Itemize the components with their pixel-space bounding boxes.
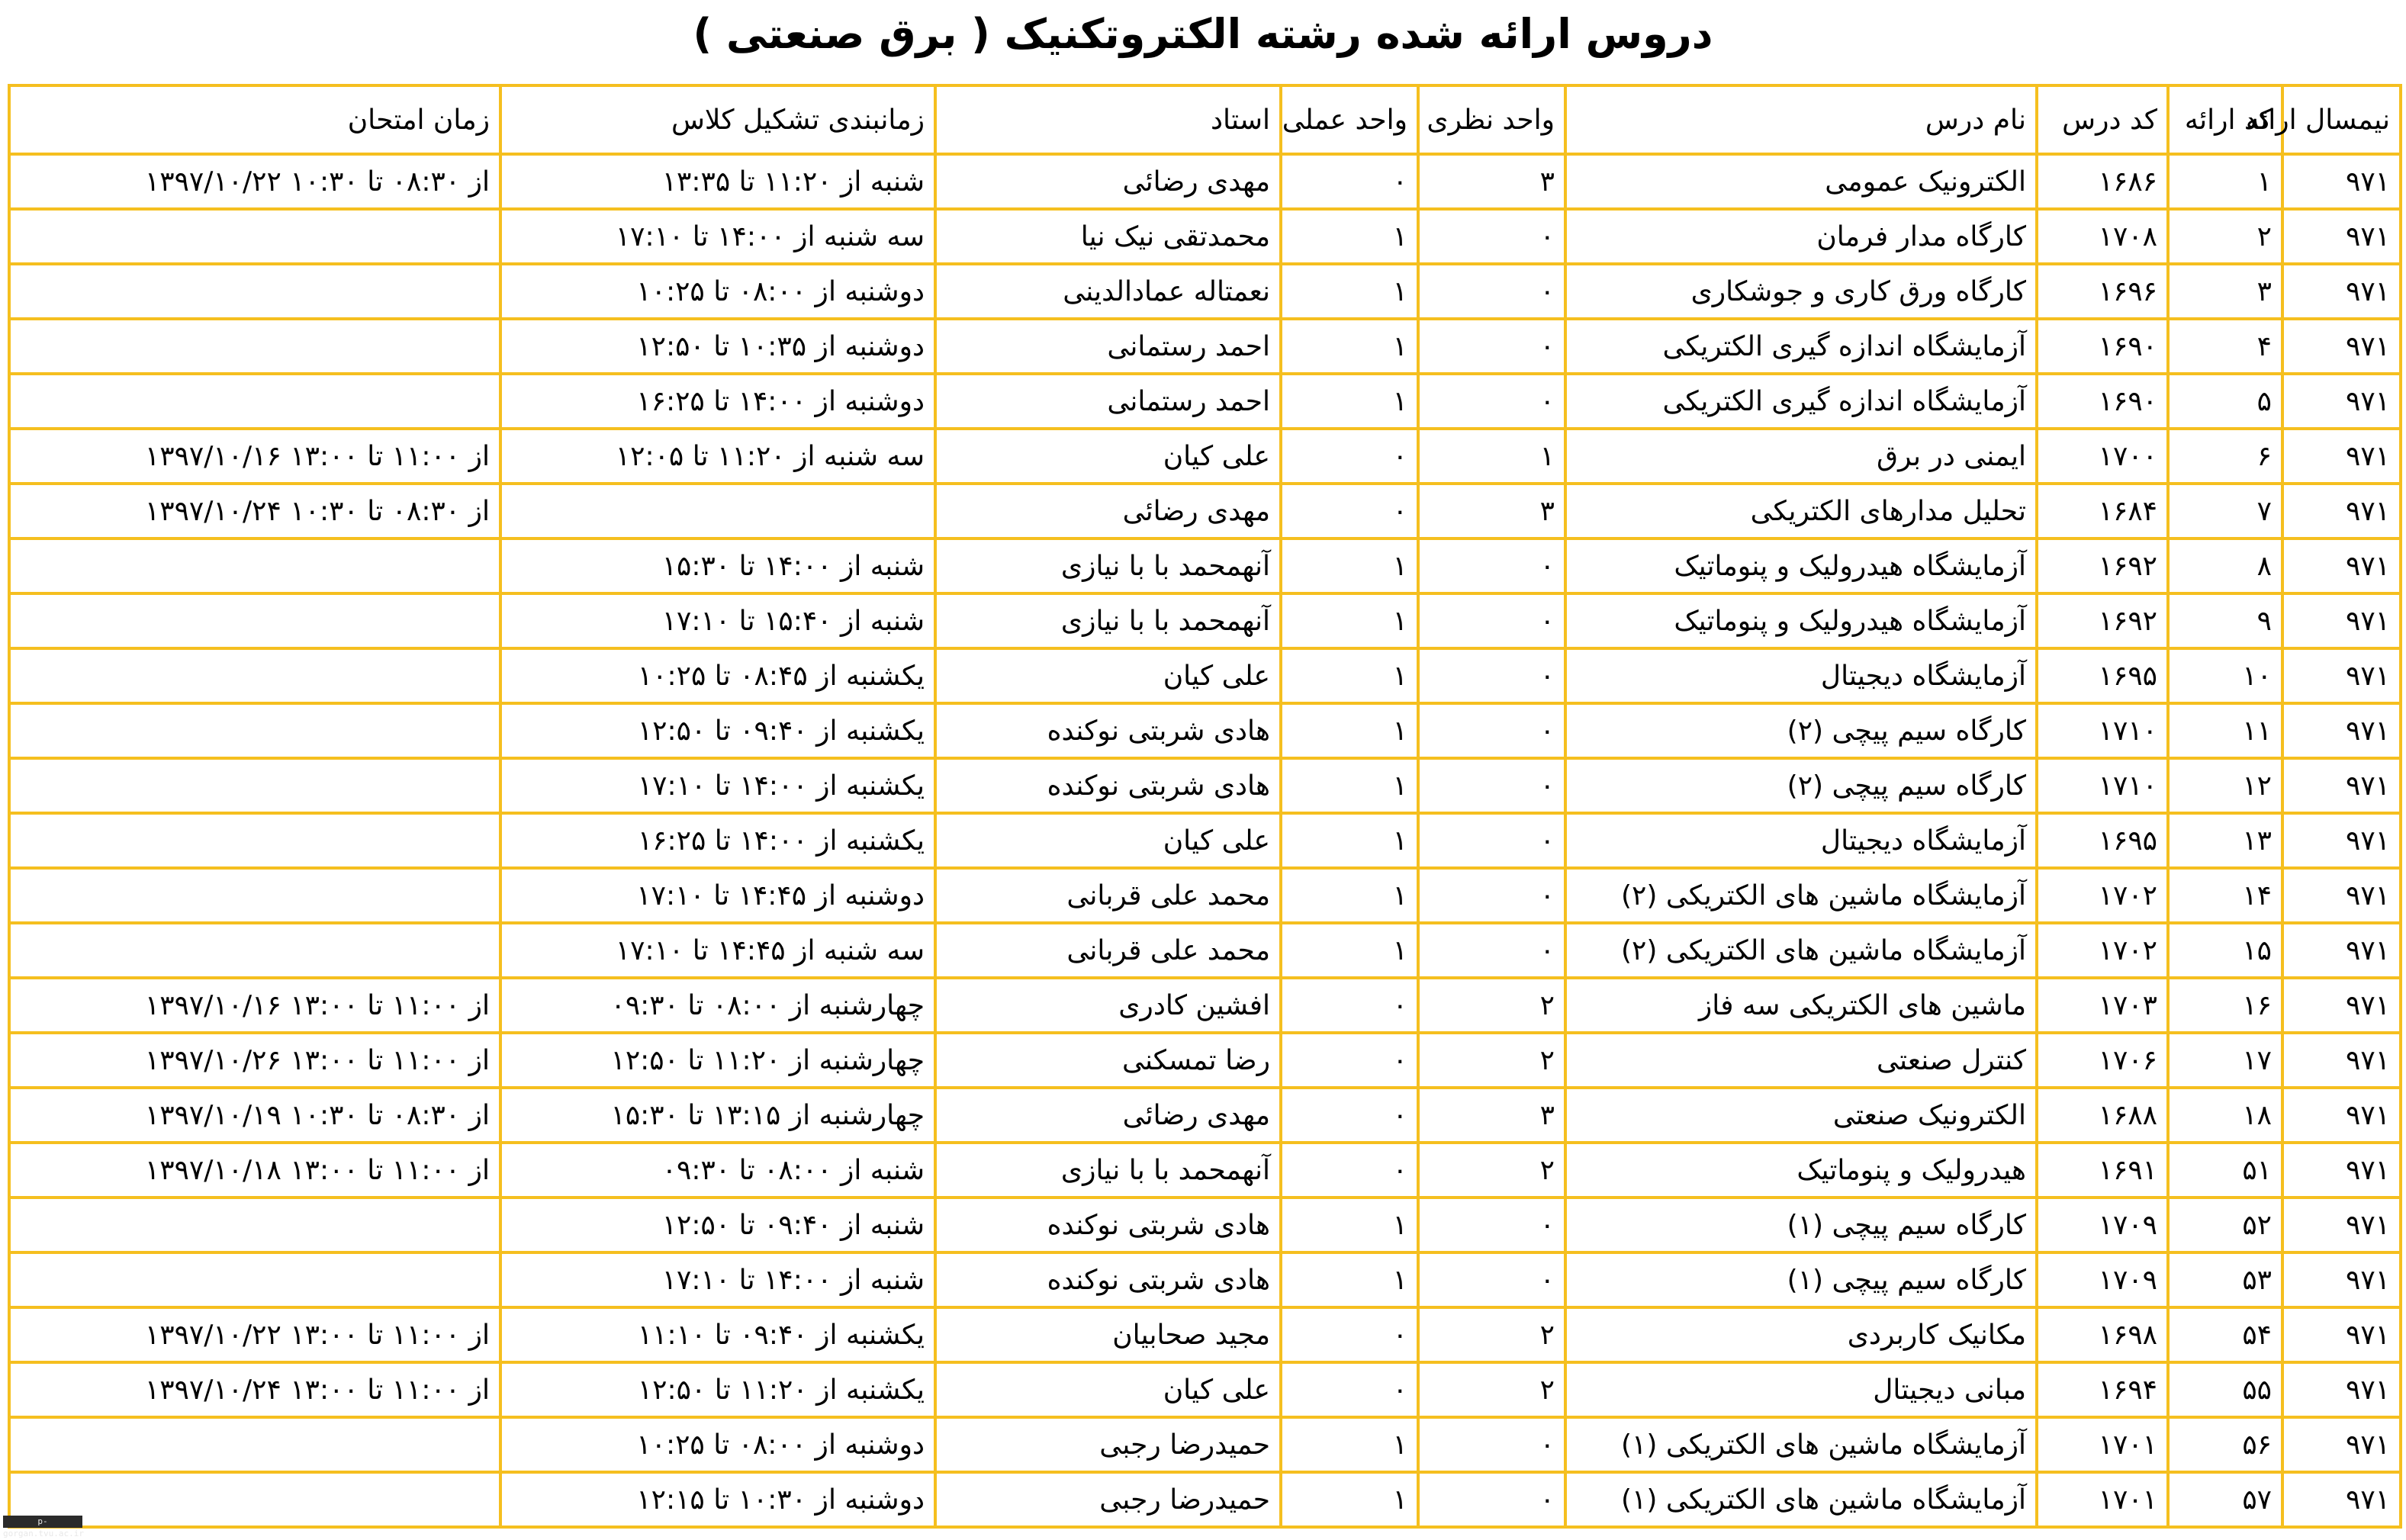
- cell-course-code: ۱۶۹۰: [2037, 319, 2168, 374]
- cell-course-code: ۱۷۰۲: [2037, 868, 2168, 923]
- cell-class-schedule: [500, 484, 935, 539]
- cell-instructor: محمد علی قربانی: [935, 923, 1281, 978]
- cell-theory-units: ۲: [1418, 1362, 1565, 1417]
- cell-class-schedule: چهارشنبه از ۱۱:۲۰ تا ۱۲:۵۰: [500, 1033, 935, 1088]
- cell-course-name: الکترونیک صنعتی: [1565, 1088, 2037, 1143]
- cell-course-name: کارگاه سیم پیچی (۲): [1565, 758, 2037, 813]
- header-instructor: استاد: [935, 85, 1281, 154]
- cell-course-code: ۱۶۸۶: [2037, 154, 2168, 209]
- cell-practical-units: ۱: [1281, 1252, 1418, 1307]
- cell-instructor: محمدتقی نیک نیا: [935, 209, 1281, 264]
- course-table: [8, 84, 2402, 1529]
- cell-theory-units: ۰: [1418, 593, 1565, 648]
- cell-class-schedule: دوشنبه از ۰۸:۰۰ تا ۱۰:۲۵: [500, 1417, 935, 1472]
- cell-course-name: تحلیل مدارهای الکتریکی: [1565, 484, 2037, 539]
- cell-practical-units: ۰: [1281, 1033, 1418, 1088]
- cell-class-schedule: دوشنبه از ۱۴:۴۵ تا ۱۷:۱۰: [500, 868, 935, 923]
- cell-exam-time: [9, 593, 500, 648]
- cell-practical-units: ۱: [1281, 1417, 1418, 1472]
- cell-course-code: ۱۷۰۰: [2037, 429, 2168, 484]
- cell-exam-time: [9, 319, 500, 374]
- cell-class-schedule: چهارشنبه از ۱۳:۱۵ تا ۱۵:۳۰: [500, 1088, 935, 1143]
- header-row: [9, 85, 2401, 154]
- cell-instructor: احمد رستمانی: [935, 319, 1281, 374]
- cell-instructor: حمیدرضا رجبی: [935, 1417, 1281, 1472]
- cell-theory-units: ۲: [1418, 978, 1565, 1033]
- cell-course-code: ۱۶۹۵: [2037, 648, 2168, 703]
- cell-course-name: آزمایشگاه اندازه گیری الکتریکی: [1565, 319, 2037, 374]
- header-class-schedule: زمانبندی تشکیل کلاس: [500, 85, 935, 154]
- cell-course-code: ۱۷۱۰: [2037, 758, 2168, 813]
- cell-practical-units: ۱: [1281, 758, 1418, 813]
- cell-instructor: مهدی رضائی: [935, 1088, 1281, 1143]
- cell-theory-units: ۰: [1418, 923, 1565, 978]
- table-body: [9, 154, 2401, 1527]
- cell-semester: ۹۷۱: [2282, 1252, 2401, 1307]
- cell-theory-units: ۲: [1418, 1143, 1565, 1198]
- footer-logo: p-gorgan.tvu.ac.ir: [3, 1516, 84, 1538]
- cell-course-name: کنترل صنعتی: [1565, 1033, 2037, 1088]
- table-row: [9, 648, 2401, 703]
- cell-theory-units: ۰: [1418, 374, 1565, 429]
- table-row: [9, 1088, 2401, 1143]
- cell-course-code: ۱۷۱۰: [2037, 703, 2168, 758]
- cell-semester: ۹۷۱: [2282, 539, 2401, 593]
- cell-instructor: افشین کادری: [935, 978, 1281, 1033]
- cell-course-code: ۱۶۸۴: [2037, 484, 2168, 539]
- cell-course-name: آزمایشگاه ماشین های الکتریکی (۱): [1565, 1472, 2037, 1527]
- cell-semester: ۹۷۱: [2282, 1143, 2401, 1198]
- table-row: [9, 1198, 2401, 1252]
- cell-course-code: ۱۶۹۴: [2037, 1362, 2168, 1417]
- table-row: [9, 813, 2401, 868]
- cell-semester: ۹۷۱: [2282, 813, 2401, 868]
- cell-course-name: آزمایشگاه دیجیتال: [1565, 648, 2037, 703]
- cell-theory-units: ۱: [1418, 429, 1565, 484]
- cell-instructor: هادی شربتی نوکنده: [935, 1198, 1281, 1252]
- table-row: [9, 264, 2401, 319]
- cell-practical-units: ۱: [1281, 648, 1418, 703]
- cell-exam-time: از ۱۱:۰۰ تا ۱۳:۰۰ ۱۳۹۷/۱۰/۲۲: [9, 1307, 500, 1362]
- cell-course-code: ۱۷۰۳: [2037, 978, 2168, 1033]
- cell-course-name: کارگاه سیم پیچی (۲): [1565, 703, 2037, 758]
- cell-offer-code: ۱۱: [2168, 703, 2282, 758]
- cell-instructor: هادی شربتی نوکنده: [935, 703, 1281, 758]
- cell-course-code: ۱۷۰۹: [2037, 1252, 2168, 1307]
- cell-practical-units: ۰: [1281, 429, 1418, 484]
- cell-exam-time: [9, 374, 500, 429]
- cell-exam-time: [9, 868, 500, 923]
- cell-class-schedule: یکشنبه از ۱۴:۰۰ تا ۱۷:۱۰: [500, 758, 935, 813]
- cell-exam-time: [9, 648, 500, 703]
- table-row: [9, 209, 2401, 264]
- table-row: [9, 593, 2401, 648]
- cell-course-name: کارگاه سیم پیچی (۱): [1565, 1198, 2037, 1252]
- cell-offer-code: ۷: [2168, 484, 2282, 539]
- cell-class-schedule: سه شنبه از ۱۱:۲۰ تا ۱۲:۰۵: [500, 429, 935, 484]
- cell-theory-units: ۰: [1418, 813, 1565, 868]
- table-row: [9, 319, 2401, 374]
- cell-semester: ۹۷۱: [2282, 978, 2401, 1033]
- cell-class-schedule: شنبه از ۰۸:۰۰ تا ۰۹:۳۰: [500, 1143, 935, 1198]
- cell-theory-units: ۰: [1418, 1472, 1565, 1527]
- cell-course-code: ۱۶۸۸: [2037, 1088, 2168, 1143]
- cell-offer-code: ۵۱: [2168, 1143, 2282, 1198]
- cell-class-schedule: شنبه از ۱۵:۴۰ تا ۱۷:۱۰: [500, 593, 935, 648]
- cell-theory-units: ۰: [1418, 868, 1565, 923]
- table-row: [9, 429, 2401, 484]
- cell-offer-code: ۵۲: [2168, 1198, 2282, 1252]
- cell-instructor: مجید صحابیان: [935, 1307, 1281, 1362]
- cell-course-name: آزمایشگاه هیدرولیک و پنوماتیک: [1565, 539, 2037, 593]
- cell-course-code: ۱۶۹۲: [2037, 593, 2168, 648]
- cell-offer-code: ۵۴: [2168, 1307, 2282, 1362]
- cell-course-code: ۱۷۰۸: [2037, 209, 2168, 264]
- cell-course-code: ۱۶۹۵: [2037, 813, 2168, 868]
- cell-course-name: هیدرولیک و پنوماتیک: [1565, 1143, 2037, 1198]
- cell-exam-time: [9, 1198, 500, 1252]
- cell-offer-code: ۵۳: [2168, 1252, 2282, 1307]
- cell-offer-code: ۱۶: [2168, 978, 2282, 1033]
- cell-theory-units: ۰: [1418, 1417, 1565, 1472]
- cell-course-name: آزمایشگاه ماشین های الکتریکی (۲): [1565, 868, 2037, 923]
- cell-theory-units: ۰: [1418, 539, 1565, 593]
- cell-theory-units: ۲: [1418, 1307, 1565, 1362]
- cell-class-schedule: دوشنبه از ۰۸:۰۰ تا ۱۰:۲۵: [500, 264, 935, 319]
- cell-practical-units: ۱: [1281, 868, 1418, 923]
- cell-practical-units: ۱: [1281, 813, 1418, 868]
- cell-course-code: ۱۷۰۱: [2037, 1417, 2168, 1472]
- cell-instructor: علی کیان: [935, 813, 1281, 868]
- cell-offer-code: ۵۷: [2168, 1472, 2282, 1527]
- cell-instructor: علی کیان: [935, 1362, 1281, 1417]
- header-theory-units: واحد نظری: [1418, 85, 1565, 154]
- cell-practical-units: ۰: [1281, 484, 1418, 539]
- cell-semester: ۹۷۱: [2282, 1033, 2401, 1088]
- cell-semester: ۹۷۱: [2282, 758, 2401, 813]
- cell-exam-time: از ۰۸:۳۰ تا ۱۰:۳۰ ۱۳۹۷/۱۰/۲۴: [9, 484, 500, 539]
- cell-offer-code: ۱۷: [2168, 1033, 2282, 1088]
- table-row: [9, 1033, 2401, 1088]
- cell-theory-units: ۰: [1418, 703, 1565, 758]
- header-semester: نیمسال ارائه: [2282, 85, 2401, 154]
- cell-instructor: نعمتاله عمادالدینی: [935, 264, 1281, 319]
- cell-instructor: مهدی رضائی: [935, 154, 1281, 209]
- table-row: [9, 484, 2401, 539]
- cell-semester: ۹۷۱: [2282, 868, 2401, 923]
- cell-theory-units: ۰: [1418, 264, 1565, 319]
- cell-instructor: علی کیان: [935, 648, 1281, 703]
- cell-offer-code: ۵: [2168, 374, 2282, 429]
- cell-exam-time: از ۱۱:۰۰ تا ۱۳:۰۰ ۱۳۹۷/۱۰/۱۶: [9, 978, 500, 1033]
- cell-course-name: آزمایشگاه هیدرولیک و پنوماتیک: [1565, 593, 2037, 648]
- cell-offer-code: ۱۲: [2168, 758, 2282, 813]
- cell-theory-units: ۲: [1418, 1033, 1565, 1088]
- cell-instructor: آنهمحمد با با نیازی: [935, 539, 1281, 593]
- cell-practical-units: ۰: [1281, 1362, 1418, 1417]
- cell-instructor: علی کیان: [935, 429, 1281, 484]
- cell-practical-units: ۰: [1281, 1088, 1418, 1143]
- cell-class-schedule: یکشنبه از ۱۱:۲۰ تا ۱۲:۵۰: [500, 1362, 935, 1417]
- cell-course-code: ۱۶۹۶: [2037, 264, 2168, 319]
- cell-practical-units: ۱: [1281, 209, 1418, 264]
- cell-instructor: آنهمحمد با با نیازی: [935, 1143, 1281, 1198]
- cell-class-schedule: دوشنبه از ۱۴:۰۰ تا ۱۶:۲۵: [500, 374, 935, 429]
- header-exam-time: زمان امتحان: [9, 85, 500, 154]
- cell-semester: ۹۷۱: [2282, 1417, 2401, 1472]
- header-practical-units: واحد عملی: [1281, 85, 1418, 154]
- header-course-name: نام درس: [1565, 85, 2037, 154]
- cell-exam-time: [9, 813, 500, 868]
- table-row: [9, 374, 2401, 429]
- cell-exam-time: از ۱۱:۰۰ تا ۱۳:۰۰ ۱۳۹۷/۱۰/۲۴: [9, 1362, 500, 1417]
- cell-practical-units: ۱: [1281, 374, 1418, 429]
- header-course-code: کد درس: [2037, 85, 2168, 154]
- cell-class-schedule: دوشنبه از ۱۰:۳۵ تا ۱۲:۵۰: [500, 319, 935, 374]
- cell-practical-units: ۱: [1281, 319, 1418, 374]
- cell-class-schedule: سه شنبه از ۱۴:۰۰ تا ۱۷:۱۰: [500, 209, 935, 264]
- cell-exam-time: از ۱۱:۰۰ تا ۱۳:۰۰ ۱۳۹۷/۱۰/۲۶: [9, 1033, 500, 1088]
- cell-semester: ۹۷۱: [2282, 648, 2401, 703]
- cell-exam-time: [9, 539, 500, 593]
- cell-offer-code: ۸: [2168, 539, 2282, 593]
- table-row: [9, 758, 2401, 813]
- cell-offer-code: ۳: [2168, 264, 2282, 319]
- cell-course-code: ۱۷۰۶: [2037, 1033, 2168, 1088]
- cell-exam-time: از ۰۸:۳۰ تا ۱۰:۳۰ ۱۳۹۷/۱۰/۲۲: [9, 154, 500, 209]
- table-row: [9, 868, 2401, 923]
- cell-course-code: ۱۶۹۸: [2037, 1307, 2168, 1362]
- cell-exam-time: [9, 209, 500, 264]
- cell-theory-units: ۰: [1418, 1198, 1565, 1252]
- table-row: [9, 1417, 2401, 1472]
- cell-semester: ۹۷۱: [2282, 1472, 2401, 1527]
- cell-instructor: رضا تمسکنی: [935, 1033, 1281, 1088]
- cell-course-name: الکترونیک عمومی: [1565, 154, 2037, 209]
- cell-class-schedule: دوشنبه از ۱۰:۳۰ تا ۱۲:۱۵: [500, 1472, 935, 1527]
- cell-practical-units: ۱: [1281, 593, 1418, 648]
- cell-class-schedule: یکشنبه از ۱۴:۰۰ تا ۱۶:۲۵: [500, 813, 935, 868]
- cell-theory-units: ۰: [1418, 648, 1565, 703]
- cell-semester: ۹۷۱: [2282, 1088, 2401, 1143]
- cell-class-schedule: شنبه از ۱۴:۰۰ تا ۱۷:۱۰: [500, 1252, 935, 1307]
- table-row: [9, 1143, 2401, 1198]
- cell-offer-code: ۵۵: [2168, 1362, 2282, 1417]
- cell-practical-units: ۰: [1281, 1307, 1418, 1362]
- cell-course-code: ۱۶۹۱: [2037, 1143, 2168, 1198]
- cell-exam-time: [9, 1252, 500, 1307]
- cell-practical-units: ۱: [1281, 703, 1418, 758]
- cell-class-schedule: چهارشنبه از ۰۸:۰۰ تا ۰۹:۳۰: [500, 978, 935, 1033]
- cell-exam-time: از ۰۸:۳۰ تا ۱۰:۳۰ ۱۳۹۷/۱۰/۱۹: [9, 1088, 500, 1143]
- cell-offer-code: ۴: [2168, 319, 2282, 374]
- cell-offer-code: ۵۶: [2168, 1417, 2282, 1472]
- cell-practical-units: ۱: [1281, 923, 1418, 978]
- cell-course-code: ۱۷۰۱: [2037, 1472, 2168, 1527]
- cell-theory-units: ۰: [1418, 209, 1565, 264]
- cell-class-schedule: شنبه از ۰۹:۴۰ تا ۱۲:۵۰: [500, 1198, 935, 1252]
- cell-course-name: آزمایشگاه ماشین های الکتریکی (۲): [1565, 923, 2037, 978]
- cell-course-name: مبانی دیجیتال: [1565, 1362, 2037, 1417]
- cell-course-name: کارگاه ورق کاری و جوشکاری: [1565, 264, 2037, 319]
- cell-course-code: ۱۷۰۹: [2037, 1198, 2168, 1252]
- cell-class-schedule: یکشنبه از ۰۹:۴۰ تا ۱۲:۵۰: [500, 703, 935, 758]
- cell-course-code: ۱۶۹۰: [2037, 374, 2168, 429]
- cell-instructor: حمیدرضا رجبی: [935, 1472, 1281, 1527]
- cell-semester: ۹۷۱: [2282, 429, 2401, 484]
- cell-theory-units: ۳: [1418, 484, 1565, 539]
- cell-semester: ۹۷۱: [2282, 264, 2401, 319]
- cell-semester: ۹۷۱: [2282, 484, 2401, 539]
- cell-practical-units: ۰: [1281, 1143, 1418, 1198]
- cell-theory-units: ۰: [1418, 758, 1565, 813]
- cell-course-name: کارگاه سیم پیچی (۱): [1565, 1252, 2037, 1307]
- cell-instructor: هادی شربتی نوکنده: [935, 1252, 1281, 1307]
- cell-offer-code: ۶: [2168, 429, 2282, 484]
- cell-offer-code: ۱۸: [2168, 1088, 2282, 1143]
- cell-course-code: ۱۷۰۲: [2037, 923, 2168, 978]
- header-offer-code: کد ارائه: [2168, 85, 2282, 154]
- cell-practical-units: ۰: [1281, 154, 1418, 209]
- cell-instructor: مهدی رضائی: [935, 484, 1281, 539]
- cell-instructor: هادی شربتی نوکنده: [935, 758, 1281, 813]
- cell-course-name: مکانیک کاربردی: [1565, 1307, 2037, 1362]
- cell-semester: ۹۷۱: [2282, 923, 2401, 978]
- cell-practical-units: ۱: [1281, 264, 1418, 319]
- cell-practical-units: ۱: [1281, 1472, 1418, 1527]
- cell-theory-units: ۰: [1418, 319, 1565, 374]
- cell-exam-time: [9, 1417, 500, 1472]
- cell-semester: ۹۷۱: [2282, 1307, 2401, 1362]
- cell-exam-time: [9, 758, 500, 813]
- cell-semester: ۹۷۱: [2282, 319, 2401, 374]
- cell-course-name: ایمنی در برق: [1565, 429, 2037, 484]
- cell-theory-units: ۰: [1418, 1252, 1565, 1307]
- table-row: [9, 703, 2401, 758]
- table-row: [9, 923, 2401, 978]
- table-row: [9, 978, 2401, 1033]
- cell-offer-code: ۹: [2168, 593, 2282, 648]
- cell-course-name: آزمایشگاه دیجیتال: [1565, 813, 2037, 868]
- table-row: [9, 1252, 2401, 1307]
- cell-exam-time: از ۱۱:۰۰ تا ۱۳:۰۰ ۱۳۹۷/۱۰/۱۸: [9, 1143, 500, 1198]
- cell-practical-units: ۱: [1281, 1198, 1418, 1252]
- cell-class-schedule: یکشنبه از ۰۸:۴۵ تا ۱۰:۲۵: [500, 648, 935, 703]
- cell-instructor: محمد علی قربانی: [935, 868, 1281, 923]
- page-title: دروس ارائه شده رشته الکتروتکنیک ( برق صنعتی ): [693, 10, 1713, 58]
- cell-practical-units: ۰: [1281, 978, 1418, 1033]
- cell-offer-code: ۱۰: [2168, 648, 2282, 703]
- cell-course-name: آزمایشگاه ماشین های الکتریکی (۱): [1565, 1417, 2037, 1472]
- cell-course-name: آزمایشگاه اندازه گیری الکتریکی: [1565, 374, 2037, 429]
- cell-course-name: کارگاه مدار فرمان: [1565, 209, 2037, 264]
- cell-exam-time: از ۱۱:۰۰ تا ۱۳:۰۰ ۱۳۹۷/۱۰/۱۶: [9, 429, 500, 484]
- cell-instructor: احمد رستمانی: [935, 374, 1281, 429]
- cell-class-schedule: یکشنبه از ۰۹:۴۰ تا ۱۱:۱۰: [500, 1307, 935, 1362]
- cell-offer-code: ۱: [2168, 154, 2282, 209]
- cell-semester: ۹۷۱: [2282, 703, 2401, 758]
- cell-class-schedule: شنبه از ۱۱:۲۰ تا ۱۳:۳۵: [500, 154, 935, 209]
- cell-semester: ۹۷۱: [2282, 1362, 2401, 1417]
- table-row: [9, 154, 2401, 209]
- cell-semester: ۹۷۱: [2282, 209, 2401, 264]
- cell-exam-time: [9, 703, 500, 758]
- cell-practical-units: ۱: [1281, 539, 1418, 593]
- cell-theory-units: ۳: [1418, 1088, 1565, 1143]
- table-row: [9, 1307, 2401, 1362]
- cell-semester: ۹۷۱: [2282, 593, 2401, 648]
- table-row: [9, 539, 2401, 593]
- cell-offer-code: ۱۵: [2168, 923, 2282, 978]
- cell-semester: ۹۷۱: [2282, 374, 2401, 429]
- cell-course-code: ۱۶۹۲: [2037, 539, 2168, 593]
- cell-offer-code: ۲: [2168, 209, 2282, 264]
- cell-course-name: ماشین های الکتریکی سه فاز: [1565, 978, 2037, 1033]
- cell-class-schedule: سه شنبه از ۱۴:۴۵ تا ۱۷:۱۰: [500, 923, 935, 978]
- cell-class-schedule: شنبه از ۱۴:۰۰ تا ۱۵:۳۰: [500, 539, 935, 593]
- table-row: [9, 1362, 2401, 1417]
- cell-exam-time: [9, 1472, 500, 1527]
- cell-instructor: آنهمحمد با با نیازی: [935, 593, 1281, 648]
- cell-theory-units: ۳: [1418, 154, 1565, 209]
- cell-offer-code: ۱۳: [2168, 813, 2282, 868]
- cell-offer-code: ۱۴: [2168, 868, 2282, 923]
- cell-exam-time: [9, 264, 500, 319]
- table-row: [9, 1472, 2401, 1527]
- cell-exam-time: [9, 923, 500, 978]
- cell-semester: ۹۷۱: [2282, 154, 2401, 209]
- cell-semester: ۹۷۱: [2282, 1198, 2401, 1252]
